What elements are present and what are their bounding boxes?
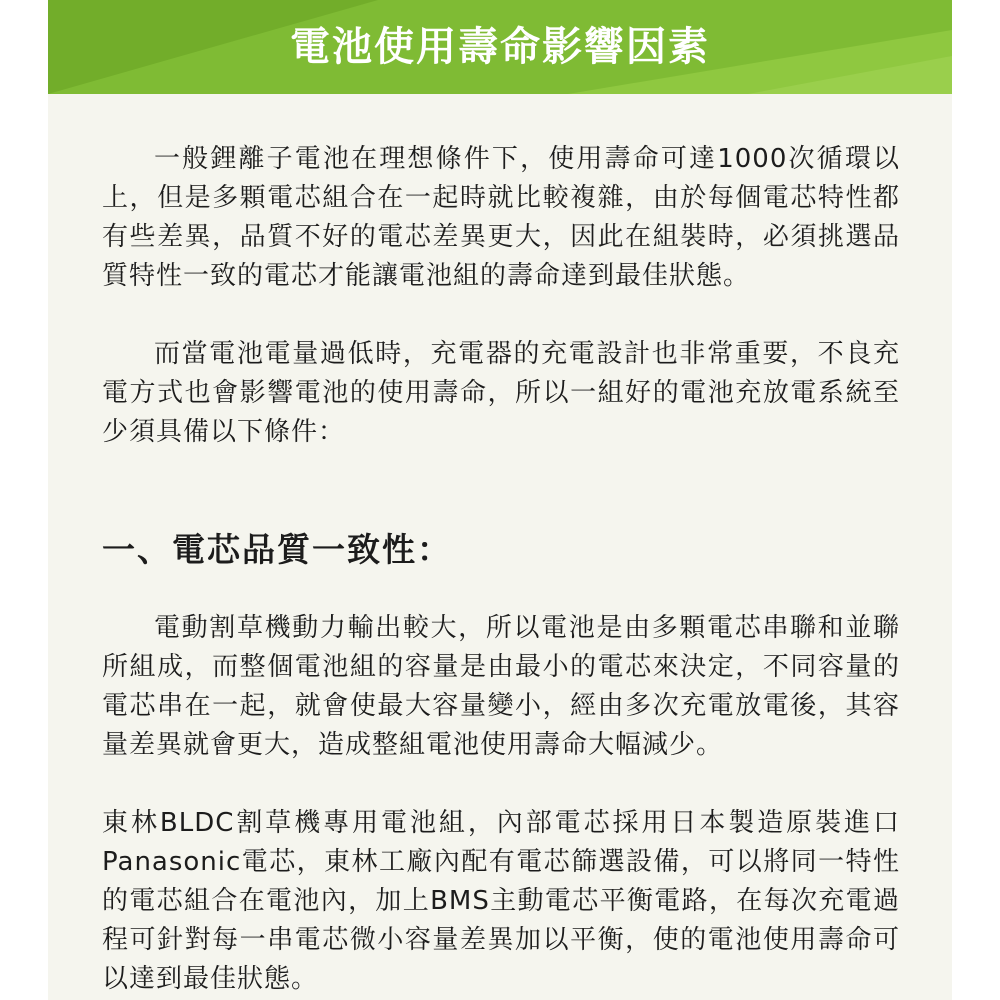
section-1-heading: 一、電芯品質一致性： (102, 530, 452, 569)
intro-paragraph-2: 而當電池電量過低時，充電器的充電設計也非常重要，不良充電方式也會影響電池的使用壽命，所以一組好的電池充放電系統至少須具備以下條件： (102, 339, 900, 447)
title-banner (48, 0, 952, 94)
intro-paragraph-1: 一般鋰離子電池在理想條件下，使用壽命可達1000次循環以上，但是多顆電芯組合在一起時就比較複雜，由於每個電芯特性都有些差異，品質不好的電芯差異更大，因此在組裝時，必須挑選品質特性一致的電芯才能讓電池組的壽命達到最佳狀態。 (102, 144, 900, 291)
document-page (48, 0, 952, 1000)
section-1-paragraph-2: 東林BLDC割草機專用電池組，內部電芯採用日本製造原裝進口Panasonic電芯，東林工廠內配有電芯篩選設備，可以將同一特性的電芯組合在電池內，加上BMS主動電芯平衡電路，在每次充電過程可針對每一串電芯微小容量差異加以平衡，使的電池使用壽命可以達到最佳狀態。 (102, 808, 900, 994)
section-1-paragraph-1: 電動割草機動力輸出較大，所以電池是由多顆電芯串聯和並聯所組成，而整個電池組的容量是由最小的電芯來決定，不同容量的電芯串在一起，就會使最大容量變小，經由多次充電放電後，其容量差異就會更大，造成整組電池使用壽命大幅減少。 (102, 613, 900, 760)
page-title: 電池使用壽命影響因素 (290, 24, 710, 70)
